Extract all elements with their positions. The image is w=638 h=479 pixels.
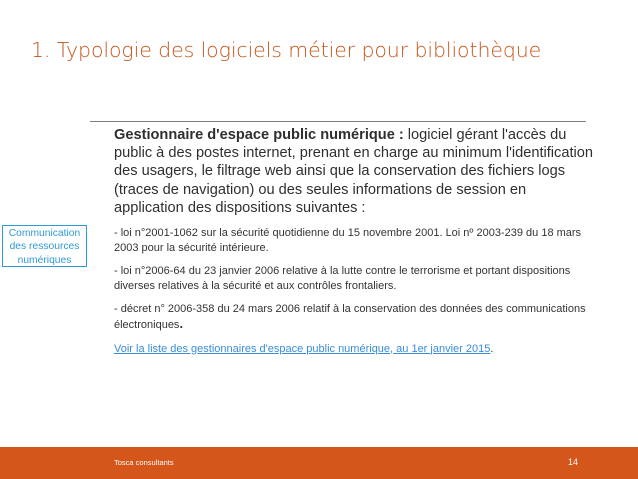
section-label-box: Communication des ressources numériques — [2, 225, 87, 267]
decree-item-2006 — [114, 302, 594, 332]
definition-paragraph — [114, 126, 594, 217]
page-number: 14 — [568, 457, 579, 467]
footer-source: Tosca consultants — [114, 458, 174, 467]
definition-text: logiciel gérant l'accès du public à des postes internet, prenant en charge au minimum l'identification des usagers, le filtrage web ainsi que la conservation des fichiers logs (traces de navigation) ou des seules informations de session en application des dispositions suivantes : — [114, 127, 593, 216]
definition-term: Gestionnaire d'espace public numérique : — [114, 127, 404, 143]
law-item-2006: - loi n°2006-64 du 23 janvier 2006 relative à la lutte contre le terrorisme et portant dispositions diverses relatives à la sécurité et aux contrôles frontaliers. — [114, 265, 571, 292]
decree-end-mark: . — [179, 315, 184, 331]
link-end-mark: . — [490, 342, 494, 355]
slide-body — [114, 126, 594, 356]
list-link-line — [114, 342, 594, 357]
footer-bar — [0, 447, 638, 479]
gestionnaires-list-link[interactable]: Voir la liste des gestionnaires d'espace public numérique, au 1er janvier 2015 — [114, 342, 491, 355]
slide-title: 1. Typologie des logiciels métier pour bibliothèque — [31, 38, 542, 62]
decree-text: - décret n° 2006-358 du 24 mars 2006 relatif à la conservation des données des communications électroniques — [114, 303, 586, 331]
title-divider — [90, 121, 586, 122]
law-item-2001: - loi n°2001-1062 sur la sécurité quotidienne du 15 novembre 2001. Loi nº 2003-239 du 18 mars 2003 pour la sécurité intérieure. — [114, 227, 582, 254]
